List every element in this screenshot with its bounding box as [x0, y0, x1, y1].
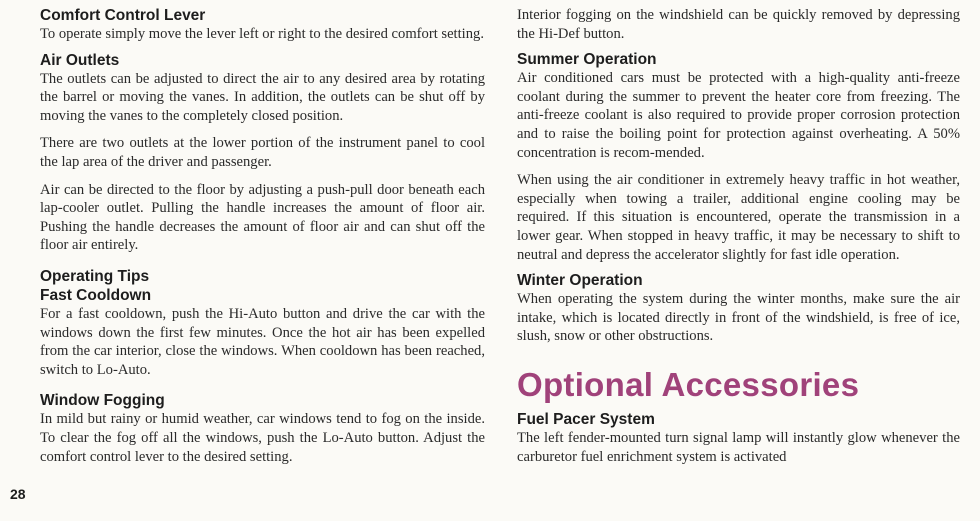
fast-cooldown-paragraph: For a fast cooldown, push the Hi-Auto button and drive the car with the windows down the first few minutes. Once the hot air has been expelled from the car interior, close the windows. When cooldown has been reached, switch to Lo-Auto. [40, 305, 485, 378]
winter-operation-paragraph: When operating the system during the winter months, make sure the air intake, which is located directly in front of the windshield, is free of ice, slush, snow or other obstructions. [517, 291, 960, 345]
air-outlets-heading: Air Outlets [40, 51, 120, 69]
window-fogging-paragraph: In mild but rainy or humid weather, car windows tend to fog on the inside. To clear the fog off all the windows, push the Lo-Auto button. Adjust the comfort control lever to the desired setting. [40, 411, 485, 465]
fast-cooldown-heading: Fast Cooldown [40, 286, 152, 304]
air-outlets-paragraph-2: There are two outlets at the lower portion of the instrument panel to cool the lap area of the driver and passenger. [40, 135, 485, 170]
summer-operation-paragraph-2: When using the air conditioner in extremely heavy traffic in hot weather, especially when towing a trailer, additional engine cooling may be required. If this situation is encountered, operate the transmission in a lower gear. When stopped in heavy traffic, it may be necessary to shift to neutral and depress the accelerator slightly for fast idle operation. [517, 172, 960, 263]
window-fogging-paragraph-2: Interior fogging on the windshield can be quickly removed by depressing the Hi-Def button. [517, 7, 960, 42]
air-outlets-paragraph-3: Air can be directed to the floor by adjusting a push-pull door beneath each lap-cooler outlet. Pulling the handle increases the amount of floor air. Pushing the handle decreases the amount of floor air and can shut off the floor air entirely. [40, 181, 485, 254]
summer-operation-heading: Summer Operation [517, 51, 657, 69]
optional-accessories-heading: Optional Accessories [517, 365, 860, 403]
fuel-pacer-heading: Fuel Pacer System [517, 410, 655, 428]
page-number: 28 [10, 486, 26, 502]
comfort-control-paragraph: To operate simply move the lever left or right to the desired comfort setting. [40, 26, 484, 42]
fuel-pacer-paragraph: The left fender-mounted turn signal lamp will instantly glow whenever the carburetor fuel enrichment system is activated [517, 429, 960, 465]
window-fogging-heading: Window Fogging [40, 392, 165, 410]
right-column [517, 6, 960, 466]
summer-operation-paragraph-1: Air conditioned cars must be protected with a high-quality anti-freeze coolant during the summer to prevent the heater core from freezing. The anti-freeze coolant is also required to provide proper corrosion protection and to raise the boiling point for protection against overheating. A 50% concentration is recom-mended. [517, 70, 960, 161]
comfort-control-heading: Comfort Control Lever [40, 7, 206, 24]
air-outlets-paragraph-1: The outlets can be adjusted to direct the air to any desired area by rotating the barrel or moving the vanes. In addition, the outlets can be shut off by moving the vanes to the completely closed position. [40, 70, 485, 124]
winter-operation-heading: Winter Operation [517, 272, 643, 290]
operating-tips-heading: Operating Tips [40, 267, 150, 285]
left-column [40, 6, 485, 466]
